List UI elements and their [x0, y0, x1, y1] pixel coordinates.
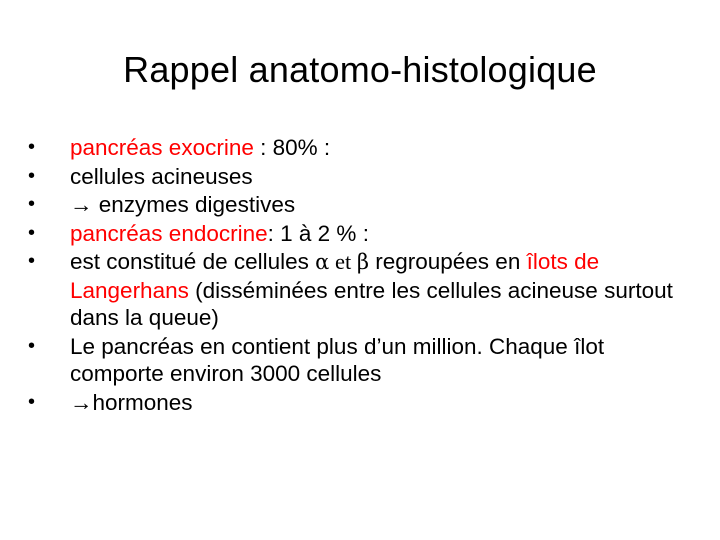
- bullet-item-exocrine: [28, 134, 696, 162]
- bullet-item-cellules: [28, 248, 696, 332]
- bullet-text-part: → enzymes digestives: [70, 192, 296, 217]
- bullet-dot-icon: •: [28, 250, 36, 272]
- bullet-text-part: (disséminées entre les cellules acineuse surtout dans la queue): [70, 277, 673, 330]
- bullet-text-part: est constitué de cellules: [70, 249, 316, 274]
- bullet-text-part: pancréas endocrine: [70, 220, 268, 246]
- alpha-symbol: α: [315, 250, 330, 274]
- bullet-text-part: :: [253, 135, 273, 160]
- bullet-text-part: 80% :: [272, 135, 331, 160]
- bullet-list: [28, 134, 696, 417]
- bullet-text-part: pancréas exocrine: [70, 135, 254, 160]
- bullet-item-endocrine: [28, 220, 696, 248]
- bullet-item-acineuses: [28, 163, 696, 191]
- bullet-text-part: regroupées en: [368, 249, 527, 274]
- bullet-text-part: cellules acineuses: [70, 163, 253, 189]
- bullet-text-part: →hormones: [70, 389, 193, 415]
- bullet-text-part: et: [329, 249, 357, 274]
- bullet-dot-icon: •: [28, 136, 36, 158]
- bullet-item-enzymes: [28, 191, 696, 219]
- beta-symbol: β: [356, 250, 369, 274]
- bullet-text-part: Le pancréas en contient plus d’un million. Chaque îlot comporte environ 3000 cellules: [70, 333, 605, 386]
- slide-title: Rappel anatomo-histologique: [123, 49, 597, 90]
- bullet-dot-icon: •: [28, 164, 36, 187]
- bullet-item-hormones: [28, 389, 696, 417]
- bullet-dot-icon: •: [28, 221, 36, 244]
- bullet-text-part: : 1 à 2 % :: [267, 220, 369, 246]
- bullet-dot-icon: •: [28, 390, 36, 413]
- bullet-dot-icon: •: [28, 334, 36, 357]
- bullet-dot-icon: •: [28, 193, 36, 215]
- bullet-item-million: [28, 333, 696, 388]
- ilots-langerhans-text: îlots de Langerhans: [70, 249, 600, 303]
